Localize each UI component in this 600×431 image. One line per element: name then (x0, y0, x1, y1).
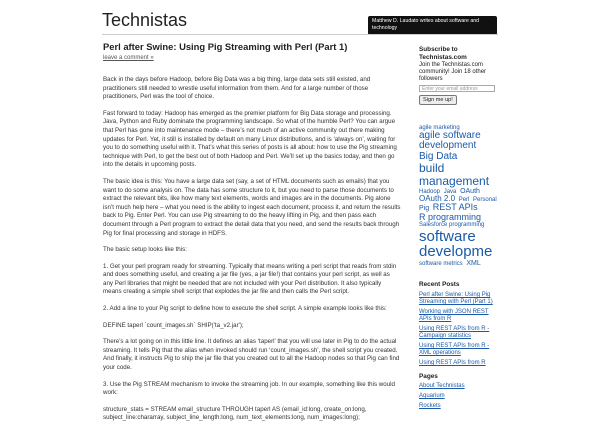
post-paragraph: The basic idea is this: You have a large data set (say, a set of HTML documents such as emails) that you want to do some analysis on. The data has some structure to it, but you need to parse those documents to extract the relevant bits, like how many text elements, words and images are in the documents. Pig alone isn’t much help here – what you need is the ability to ingest each document, process it, and return the results back to Pig. Enter Perl. You can use Pig streaming to do the heavy lifting in Pig, and then pass each document through a Perl program to extract the detail data that you need, and send the results back through Pig for final processing and storage in HDFS. (103, 177, 401, 237)
tag-link[interactable]: Personal (473, 196, 497, 203)
tag-link[interactable]: Salesforce programming (419, 222, 485, 229)
tag-link[interactable]: REST APIs (432, 202, 478, 213)
header-divider (102, 34, 498, 35)
post-paragraph: There’s a lot going on in this little line. It defines an alias ‘taperl’ that you will use later in Pig to do the actual streaming. It tells Pig that the alias when invoked should run ‘count_images.sh’, the shell script you created. And finally, it instructs Pig to ship the jar file that you created out to all the Hadoop nodes so that Pig can find your code. (103, 338, 400, 372)
post-paragraph: Fast forward to today: Hadoop has emerged as the premier platform for Big Data storage and processing. Java, Python and Ruby dominate the programming landscape. So what of the humble Perl? You can argue that Perl has gone into maintenance mode – there’s not much of an active community out there making updates for Perl. Yet, it still is installed by default on many Linux distributions, and is ‘always on’, waiting for you to do something useful with it. That’s what this series of posts is all about: how to use the Pig streaming technique with Perl, to get the best out of both Hadoop and Perl. We’ll set up the basics today, and then go into the details in upcoming posts. (103, 109, 397, 169)
recent-post-link[interactable]: Using REST APIs from R - XML operations (419, 342, 490, 356)
recent-posts-widget (419, 281, 499, 367)
tag-link[interactable]: Pig (419, 205, 430, 213)
tag-link[interactable]: OAuth 2.0 (419, 193, 456, 203)
email-input[interactable]: Enter your email address (419, 85, 495, 92)
tag-link[interactable]: Java (443, 188, 457, 195)
post-paragraph: structure_stats = STREAM email_structure THROUGH taperl AS (email_id:long, create_on:long, subject_line:chararray, subject_line_length:long, num_text_elements:long, num_images:long); (103, 405, 367, 422)
tag-link[interactable]: software developme (419, 227, 493, 261)
main-content (103, 41, 401, 431)
tag-link[interactable]: R programming (419, 211, 482, 222)
tag-link[interactable]: OAuth (460, 187, 480, 195)
tag-link[interactable]: build management (419, 161, 490, 188)
post-paragraph: Back in the days before Hadoop, before Big Data was a big thing, large data sets still existed, and practitioners still needed to wrestle useful information from them. And for a large number of those practitioners, Perl was the tool of choice. (103, 76, 371, 101)
tag-link[interactable]: software metrics (419, 261, 463, 267)
site-tagline: Matthew D. Laudato writes about software and technology (368, 16, 497, 35)
post-meta (103, 55, 401, 61)
comment-link[interactable]: leave a comment » (103, 55, 154, 61)
recent-post-link[interactable]: Using REST APIs from R (419, 359, 486, 366)
recent-post-link[interactable]: Using REST APIs from R - Campaign statistics (419, 325, 490, 339)
subscribe-title: Subscribe to Technistas.com (419, 46, 467, 61)
tag-link[interactable]: Hadoop (419, 188, 441, 195)
site-header (0, 0, 600, 38)
sign-up-button[interactable]: Sign me up! (419, 95, 457, 105)
subscribe-text: Join the Technistas.com community! Join 18 other followers (419, 62, 487, 83)
page-link[interactable]: About Technistas (419, 383, 465, 390)
pages-widget (419, 373, 499, 411)
recent-posts-list (419, 292, 499, 367)
recent-post-link[interactable]: Working with JSON REST APIs from R (419, 308, 489, 322)
post-paragraph: The basic setup looks like this: (103, 246, 187, 254)
tag-link[interactable]: agile marketing (419, 124, 460, 131)
tag-link[interactable]: Big Data (419, 150, 458, 162)
page-link[interactable]: Rockets (419, 403, 441, 410)
subscribe-widget (419, 46, 499, 105)
tag-cloud (419, 125, 499, 268)
pages-list (419, 383, 499, 410)
site-title[interactable]: Technistas (102, 10, 188, 30)
post-paragraph: 1. Get your perl program ready for streaming. Typically that means writing a perl script that reads from stdin and does something useful, and creating a jar file (yes, a jar file!) that contains your perl script, as well as any Perl libraries that might be needed that are not included with your Perl distribution. It also typically means creating a simple shell script that explodes the jar file and then calls the Perl script. (103, 262, 397, 296)
post-body (103, 76, 401, 423)
pages-title: Pages (419, 372, 438, 380)
tag-link[interactable]: XML (466, 260, 481, 267)
recent-posts-title: Recent Posts (419, 281, 460, 289)
recent-post-link[interactable]: Perl after Swine: Using Pig Streaming with Perl (Part 1) (419, 291, 493, 305)
sidebar (419, 46, 499, 413)
post-paragraph: 3. Use the Pig STREAM mechanism to invoke the streaming job. In our example, something like this would work: (103, 380, 395, 397)
post-paragraph: 2. Add a line to your Pig script to define how to execute the shell script. A simple example looks like this: (103, 305, 387, 313)
post-paragraph: DEFINE taperl `count_images.sh` SHIP('ta_v2.jar'); (103, 321, 244, 329)
page-link[interactable]: Aquarium (419, 393, 445, 400)
tag-link[interactable]: agile software development (419, 129, 481, 152)
tag-link[interactable]: Perl (458, 196, 470, 203)
post-title[interactable]: Perl after Swine: Using Pig Streaming with Perl (Part 1) (103, 41, 348, 52)
